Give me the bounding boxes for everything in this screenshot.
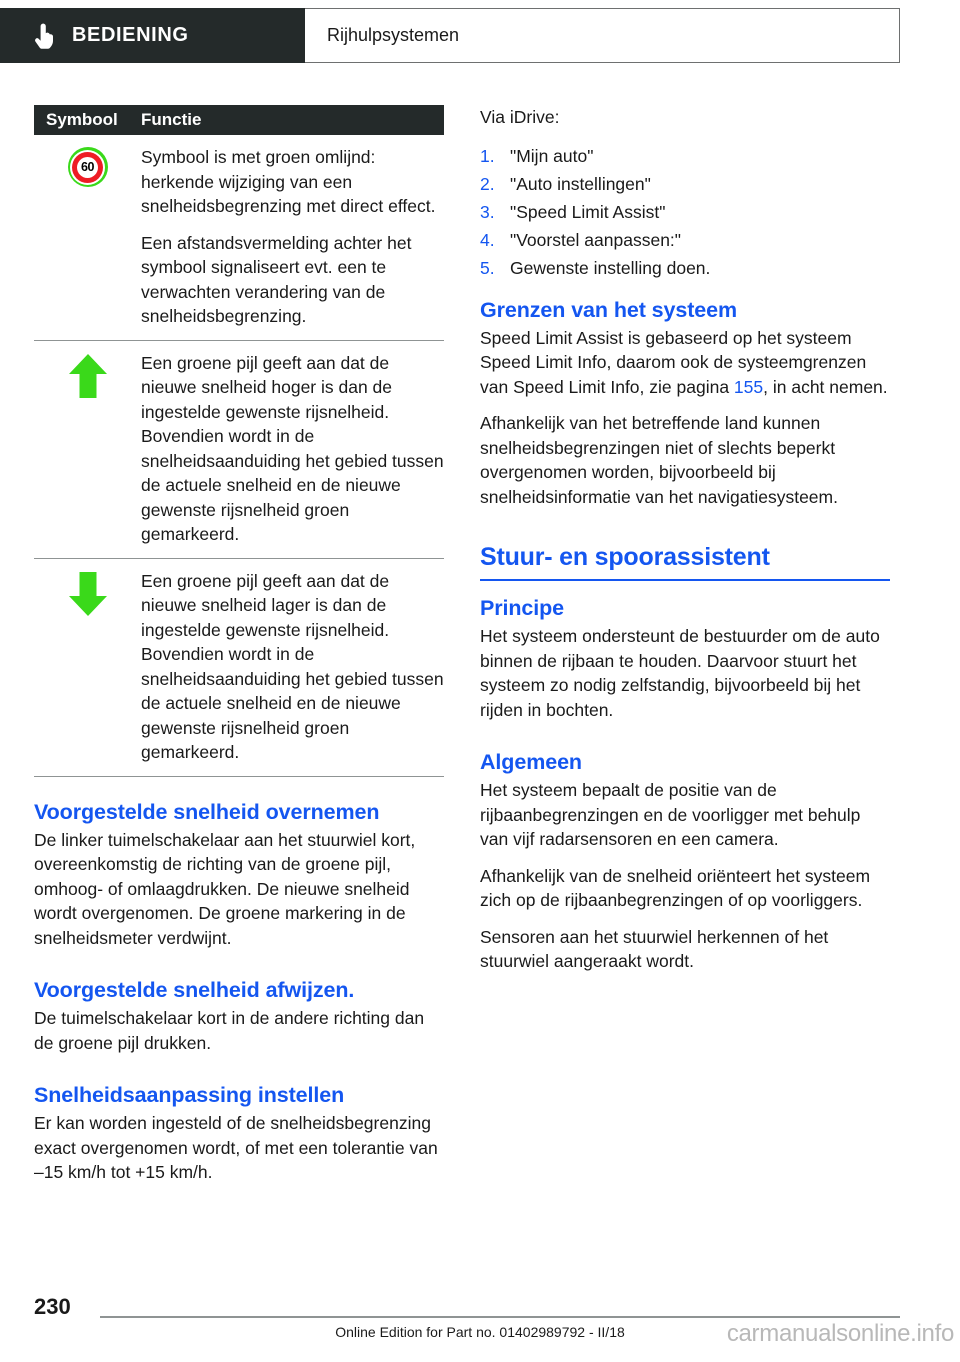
symbol-table-header [34,105,444,135]
column-header-symbool: Symbool [46,110,118,129]
spacer [480,521,890,543]
spacer [480,734,890,749]
heading-voorgestelde-snelheid-afwijzen: Voorgestelde snelheid afwijzen. [34,978,355,1002]
table-cell-symbol [34,351,141,547]
list-item: "Mijn auto" [510,145,594,166]
page-number: 230 [34,1294,71,1319]
watermark: carmanualsonline.info [726,1320,954,1347]
heading-stuur-en-spoorassistent: Stuur- en spoorassistent [480,543,890,581]
table-cell-function [141,145,444,329]
pointing-hand-icon [34,23,56,49]
table-row [34,559,444,777]
row2-paragraph-1: Een groene pijl geeft aan dat de nieuwe snelheid hoger is dan de ingestelde gewenste rijsnelheid. Bovendien wordt in de snelheidsaanduiding het gebied tussen de actuele snelheid en de nieuwe gewenste rijsnelheid groen gemarkeerd. [141,352,444,544]
table-row [34,135,444,341]
row1-paragraph-1: Symbool is met groen omlijnd: herkende wijziging van een snelheidsbegrenzing met direct effect. [141,147,436,216]
paragraph-snelheidsaanpassing: Er kan worden ingesteld of de snelheidsbegrenzing exact overgenomen wordt, of met een tolerantie van –15 km/h tot +15 km/h. [34,1113,438,1182]
paragraph-grenzen-2: Afhankelijk van het betreffende land kunnen snelheidsbegrenzingen niet of slechts beperkt overgenomen worden, bijvoorbeeld bij snelheidsinformatie van het navigatiesysteem. [480,413,838,507]
spacer [34,1067,444,1082]
list-item: "Speed Limit Assist" [510,201,666,222]
grenzen-text-after: , in acht nemen. [763,376,888,397]
row1-paragraph-2: Een afstandsvermelding achter het symbool signaliseert evt. een te verwachten verandering van de snelheidsbegrenzing. [141,232,412,326]
idrive-steps-list [480,142,890,282]
sign-red-ring [72,152,103,183]
sign-speed-value: 60 [77,157,98,178]
table-cell-function [141,569,444,765]
table-cell-function [141,351,444,547]
right-column [480,105,890,974]
heading-voorgestelde-snelheid-overnemen: Voorgestelde snelheid overnemen [34,799,380,824]
list-item: "Voorstel aanpassen:" [510,229,682,250]
paragraph-algemeen-3: Sensoren aan het stuurwiel herkennen of het stuurwiel aangeraakt wordt. [480,926,829,971]
row3-paragraph-1: Een groene pijl geeft aan dat de nieuwe snelheid lager is dan de ingestelde gewenste rijsnelheid. Bovendien wordt in de snelheidsaanduiding het gebied tussen de actuele snelheid en de nieuwe gewenste rijsnelheid groen gemarkeerd. [141,570,444,762]
table-cell-symbol [34,569,141,765]
paragraph-principe: Het systeem ondersteunt de bestuurder om de auto binnen de rijbaan te houden. Daarvoor stuurt het systeem zo nodig zelfstandig, bijvoorbeeld bij het rijden in bochten. [480,626,880,720]
table-row [34,341,444,559]
paragraph-algemeen-1: Het systeem bepaalt de positie van de rijbaanbegrenzingen en de voorligger met behulp van vijf radarsensoren en een camera. [480,780,861,849]
green-arrow-down-icon [68,571,108,617]
table-cell-symbol [34,145,141,329]
section-label: Rijhulpsystemen [327,25,460,45]
heading-algemeen: Algemeen [480,750,582,774]
sign-white-gap [70,150,105,185]
paragraph-algemeen-2: Afhankelijk van de snelheid oriënteert het systeem zich op de rijbaanbegrenzingen of op voorliggers. [480,865,871,910]
heading-snelheidsaanpassing-instellen: Snelheidsaanpassing instellen [34,1083,345,1107]
page-footer [0,1272,960,1362]
column-header-functie: Functie [141,110,202,129]
paragraph-afwijzen: De tuimelschakelaar kort in de andere richting dan de groene pijl drukken. [34,1008,425,1053]
green-arrow-up-icon [68,353,108,399]
spacer [34,777,444,799]
page-header [0,8,900,63]
footer-divider [100,1316,900,1318]
spacer [480,282,890,297]
edition-notice: Online Edition for Part no. 01402989792 - II/18 [335,1324,625,1340]
chapter-tab[interactable] [0,8,305,63]
list-item: "Auto instellingen" [510,173,651,194]
section-tab[interactable] [305,8,900,63]
heading-grenzen-van-het-systeem: Grenzen van het systeem [480,297,738,322]
spacer [480,587,890,595]
page-reference-link[interactable]: 155 [733,376,764,397]
paragraph-overnemen: De linker tuimelschakelaar aan het stuurwiel kort, overeenkomstig de richting van de groene pijl, omhoog- of omlaagdrukken. De nieuwe snelheid wordt overgenomen. De groene markering in de snelheidsmeter verdwijnt. [34,829,416,948]
spacer [34,962,444,977]
left-column [34,105,444,1185]
chapter-label: BEDIENING [72,24,189,46]
list-item: Gewenste instelling doen. [510,257,711,278]
heading-principe: Principe [480,596,565,620]
paragraph-grenzen-1 [480,326,890,400]
idrive-intro: Via iDrive: [480,107,560,127]
speed-limit-60-green-outline-sign [68,147,108,187]
grenzen-text-before: Speed Limit Assist is gebaseerd op het systeem Speed Limit Info, daarom ook de systeemgrenzen van Speed Limit Info, zie pagina [480,327,867,397]
